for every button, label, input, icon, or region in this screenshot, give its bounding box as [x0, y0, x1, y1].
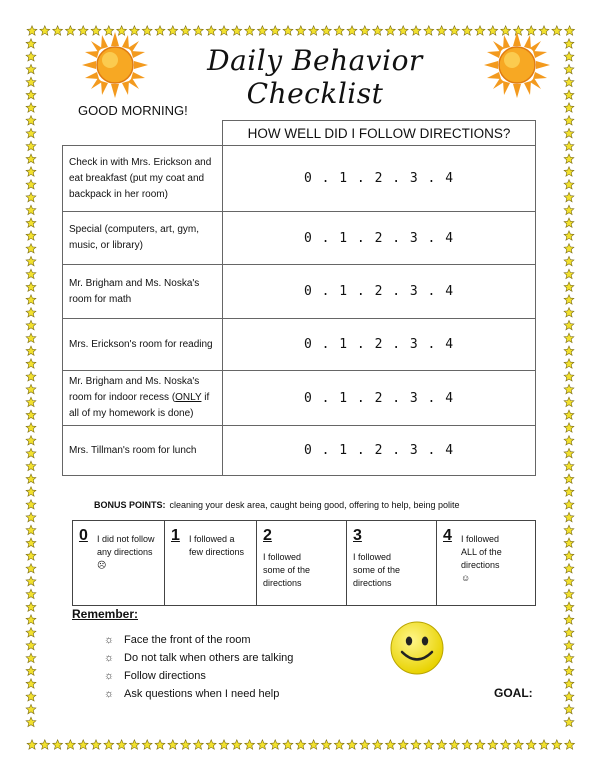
star-icon: [26, 103, 36, 112]
star-icon: [26, 167, 36, 176]
remember-list: [104, 632, 293, 704]
star-icon: [564, 154, 574, 163]
star-icon: [360, 26, 370, 35]
star-icon: [26, 666, 36, 675]
star-icon: [564, 500, 574, 509]
star-icon: [514, 740, 524, 749]
star-icon: [26, 628, 36, 637]
star-icon: [462, 740, 472, 749]
legend-description: I followed some of the directions: [263, 552, 311, 588]
table-header: HOW WELL DID I FOLLOW DIRECTIONS?: [223, 121, 536, 146]
star-icon: [564, 308, 574, 317]
star-icon: [564, 103, 574, 112]
sun-icon: [82, 32, 148, 98]
star-icon: [564, 77, 574, 86]
star-icon: [26, 64, 36, 73]
star-icon: [488, 740, 498, 749]
list-item: [104, 632, 293, 650]
star-icon: [564, 628, 574, 637]
star-icon: [258, 26, 268, 35]
table-row: [63, 319, 536, 371]
legend-description: I followed ALL of the directions ☺: [461, 534, 502, 583]
sun-bullet-icon: ☼: [104, 670, 115, 682]
star-icon: [26, 320, 36, 329]
smiley-icon: [389, 620, 445, 676]
star-icon: [26, 39, 36, 48]
star-icon: [564, 512, 574, 521]
star-icon: [564, 461, 574, 470]
task-text: if all of my homework is done): [69, 392, 210, 419]
list-item: [104, 668, 293, 686]
star-icon: [26, 397, 36, 406]
star-icon: [26, 282, 36, 291]
star-icon: [26, 52, 36, 61]
star-icon: [565, 740, 575, 749]
greeting: GOOD MORNING!: [78, 103, 188, 118]
star-icon: [26, 704, 36, 713]
remember-heading: Remember:: [72, 607, 139, 621]
star-icon: [26, 308, 36, 317]
star-icon: [564, 410, 574, 419]
star-icon: [564, 692, 574, 701]
star-icon: [26, 77, 36, 86]
star-icon: [564, 282, 574, 291]
star-icon: [334, 26, 344, 35]
list-item: [104, 686, 293, 704]
star-icon: [26, 436, 36, 445]
bonus-points: [94, 500, 460, 510]
star-icon: [181, 740, 191, 749]
star-icon: [155, 740, 165, 749]
star-icon: [564, 167, 574, 176]
star-icon: [564, 256, 574, 265]
star-icon: [347, 26, 357, 35]
task-cell: Mr. Brigham and Ms. Noska's room for math: [63, 265, 223, 319]
star-icon: [398, 740, 408, 749]
star-icon: [26, 474, 36, 483]
star-icon: [564, 52, 574, 61]
star-icon: [564, 564, 574, 573]
star-icon: [564, 141, 574, 150]
star-icon: [40, 26, 50, 35]
star-icon: [26, 269, 36, 278]
star-icon: [564, 359, 574, 368]
star-icon: [552, 26, 562, 35]
table-row: [63, 212, 536, 265]
star-icon: [373, 740, 383, 749]
star-icon: [564, 602, 574, 611]
rating-scale[interactable]: 0 . 1 . 2 . 3 . 4: [223, 319, 536, 371]
star-icon: [564, 576, 574, 585]
star-icon: [475, 740, 485, 749]
star-icon: [564, 231, 574, 240]
star-icon: [386, 740, 396, 749]
star-icon: [564, 244, 574, 253]
star-icon: [26, 116, 36, 125]
star-icon: [564, 551, 574, 560]
star-icon: [26, 679, 36, 688]
table-row: [63, 265, 536, 319]
star-icon: [564, 64, 574, 73]
legend-cell: [257, 521, 347, 606]
star-icon: [564, 448, 574, 457]
legend-cell: [347, 521, 437, 606]
star-icon: [26, 218, 36, 227]
star-icon: [26, 372, 36, 381]
star-icon: [26, 410, 36, 419]
sun-icon: [484, 32, 550, 98]
star-icon: [437, 26, 447, 35]
rating-scale[interactable]: 0 . 1 . 2 . 3 . 4: [223, 371, 536, 426]
legend-number: 0: [79, 527, 88, 544]
star-icon: [26, 423, 36, 432]
star-icon: [26, 154, 36, 163]
star-icon: [270, 740, 280, 749]
legend-number: 4: [443, 527, 452, 544]
star-icon: [283, 26, 293, 35]
star-icon: [564, 679, 574, 688]
rule-text: Ask questions when I need help: [124, 688, 280, 700]
star-icon: [104, 740, 114, 749]
star-icon: [26, 256, 36, 265]
legend-description: I did not follow any directions ☹: [97, 534, 155, 570]
star-icon: [322, 26, 332, 35]
star-icon: [564, 372, 574, 381]
star-icon: [424, 26, 434, 35]
star-icon: [564, 192, 574, 201]
star-icon: [450, 740, 460, 749]
list-item: [104, 650, 293, 668]
star-icon: [27, 740, 37, 749]
legend-description: I followed a few directions: [189, 534, 245, 557]
star-icon: [564, 90, 574, 99]
star-icon: [347, 740, 357, 749]
star-icon: [296, 740, 306, 749]
rule-text: Do not talk when others are talking: [124, 652, 294, 664]
star-icon: [26, 487, 36, 496]
rating-scale[interactable]: 0 . 1 . 2 . 3 . 4: [223, 265, 536, 319]
star-icon: [26, 538, 36, 547]
star-icon: [26, 90, 36, 99]
task-cell: [63, 371, 223, 426]
legend-cell: [437, 521, 536, 606]
star-icon: [26, 525, 36, 534]
star-icon: [564, 205, 574, 214]
star-icon: [398, 26, 408, 35]
star-icon: [26, 653, 36, 662]
legend-description: I followed some of the directions: [353, 552, 401, 588]
scale-legend: [72, 520, 536, 606]
star-icon: [155, 26, 165, 35]
star-icon: [26, 640, 36, 649]
star-icon: [564, 666, 574, 675]
star-icon: [462, 26, 472, 35]
star-icon: [245, 740, 255, 749]
star-icon: [564, 269, 574, 278]
star-icon: [501, 740, 511, 749]
star-icon: [26, 615, 36, 624]
star-icon: [26, 295, 36, 304]
star-icon: [26, 359, 36, 368]
star-icon: [168, 740, 178, 749]
star-icon: [564, 640, 574, 649]
star-icon: [526, 740, 536, 749]
star-icon: [565, 26, 575, 35]
star-icon: [117, 740, 127, 749]
sun-bullet-icon: ☼: [104, 652, 115, 664]
star-icon: [564, 538, 574, 547]
star-icon: [40, 740, 50, 749]
star-icon: [296, 26, 306, 35]
table-row: [63, 371, 536, 426]
task-text: Mr. Brigham and Ms. Noska's room for indoor recess (: [69, 376, 200, 403]
star-icon: [26, 717, 36, 726]
star-icon: [309, 740, 319, 749]
star-icon: [26, 576, 36, 585]
star-icon: [564, 39, 574, 48]
star-icon: [26, 333, 36, 342]
behavior-table: [62, 120, 536, 476]
task-emphasis: ONLY: [175, 392, 202, 403]
star-icon: [564, 180, 574, 189]
star-icon: [232, 740, 242, 749]
task-cell: Mrs. Tillman's room for lunch: [63, 426, 223, 476]
star-icon: [564, 589, 574, 598]
goal-label: GOAL:: [494, 686, 533, 700]
star-icon: [270, 26, 280, 35]
star-icon: [564, 116, 574, 125]
star-icon: [130, 740, 140, 749]
star-icon: [564, 525, 574, 534]
star-icon: [26, 564, 36, 573]
star-icon: [564, 653, 574, 662]
star-icon: [564, 423, 574, 432]
star-icon: [206, 26, 216, 35]
star-icon: [26, 128, 36, 137]
star-icon: [26, 551, 36, 560]
star-icon: [564, 615, 574, 624]
legend-cell: [165, 521, 257, 606]
star-icon: [424, 740, 434, 749]
star-icon: [66, 740, 76, 749]
star-icon: [26, 180, 36, 189]
star-icon: [194, 26, 204, 35]
legend-number: 2: [263, 527, 272, 544]
star-icon: [283, 740, 293, 749]
star-icon: [26, 205, 36, 214]
star-icon: [386, 26, 396, 35]
star-icon: [539, 740, 549, 749]
star-icon: [360, 740, 370, 749]
star-icon: [309, 26, 319, 35]
star-icon: [26, 500, 36, 509]
star-icon: [219, 26, 229, 35]
rating-scale[interactable]: 0 . 1 . 2 . 3 . 4: [223, 426, 536, 476]
page-title: Daily Behavior Checklist: [207, 44, 423, 110]
star-icon: [564, 436, 574, 445]
star-icon: [26, 244, 36, 253]
star-icon: [564, 346, 574, 355]
star-icon: [142, 740, 152, 749]
star-icon: [564, 397, 574, 406]
star-icon: [78, 740, 88, 749]
star-icon: [26, 602, 36, 611]
task-cell: Special (computers, art, gym, music, or library): [63, 212, 223, 265]
star-icon: [564, 384, 574, 393]
star-icon: [564, 295, 574, 304]
star-icon: [26, 512, 36, 521]
rule-text: Follow directions: [124, 670, 206, 682]
task-cell: Check in with Mrs. Erickson and eat breakfast (put my coat and backpack in her room): [63, 146, 223, 212]
star-icon: [26, 692, 36, 701]
star-icon: [564, 128, 574, 137]
star-icon: [564, 333, 574, 342]
bonus-text: cleaning your desk area, caught being good, offering to help, being polite: [169, 500, 460, 510]
star-icon: [26, 346, 36, 355]
star-icon: [26, 589, 36, 598]
star-icon: [91, 740, 101, 749]
star-icon: [26, 141, 36, 150]
star-icon: [219, 740, 229, 749]
legend-number: 1: [171, 527, 180, 544]
star-icon: [437, 740, 447, 749]
star-icon: [334, 740, 344, 749]
task-cell: Mrs. Erickson's room for reading: [63, 319, 223, 371]
star-icon: [26, 231, 36, 240]
table-row: [63, 426, 536, 476]
legend-cell: [73, 521, 165, 606]
star-icon: [232, 26, 242, 35]
star-icon: [411, 26, 421, 35]
rule-text: Face the front of the room: [124, 634, 251, 646]
star-icon: [245, 26, 255, 35]
star-icon: [53, 26, 63, 35]
star-icon: [27, 26, 37, 35]
rating-scale[interactable]: 0 . 1 . 2 . 3 . 4: [223, 212, 536, 265]
star-icon: [26, 192, 36, 201]
star-icon: [194, 740, 204, 749]
star-icon: [26, 384, 36, 393]
star-icon: [53, 740, 63, 749]
sun-bullet-icon: ☼: [104, 688, 115, 700]
header-blank-cell: [63, 121, 223, 146]
star-icon: [181, 26, 191, 35]
legend-number: 3: [353, 527, 362, 544]
star-icon: [206, 740, 216, 749]
star-icon: [258, 740, 268, 749]
star-icon: [373, 26, 383, 35]
star-icon: [564, 474, 574, 483]
star-icon: [564, 320, 574, 329]
star-icon: [168, 26, 178, 35]
star-icon: [26, 448, 36, 457]
bonus-label: BONUS POINTS:: [94, 500, 166, 510]
star-icon: [564, 487, 574, 496]
star-icon: [564, 717, 574, 726]
star-icon: [552, 740, 562, 749]
star-icon: [450, 26, 460, 35]
table-row: [63, 146, 536, 212]
star-icon: [66, 26, 76, 35]
star-icon: [564, 218, 574, 227]
sun-bullet-icon: ☼: [104, 634, 115, 646]
star-icon: [411, 740, 421, 749]
star-icon: [26, 461, 36, 470]
star-icon: [322, 740, 332, 749]
rating-scale[interactable]: 0 . 1 . 2 . 3 . 4: [223, 146, 536, 212]
star-icon: [564, 704, 574, 713]
